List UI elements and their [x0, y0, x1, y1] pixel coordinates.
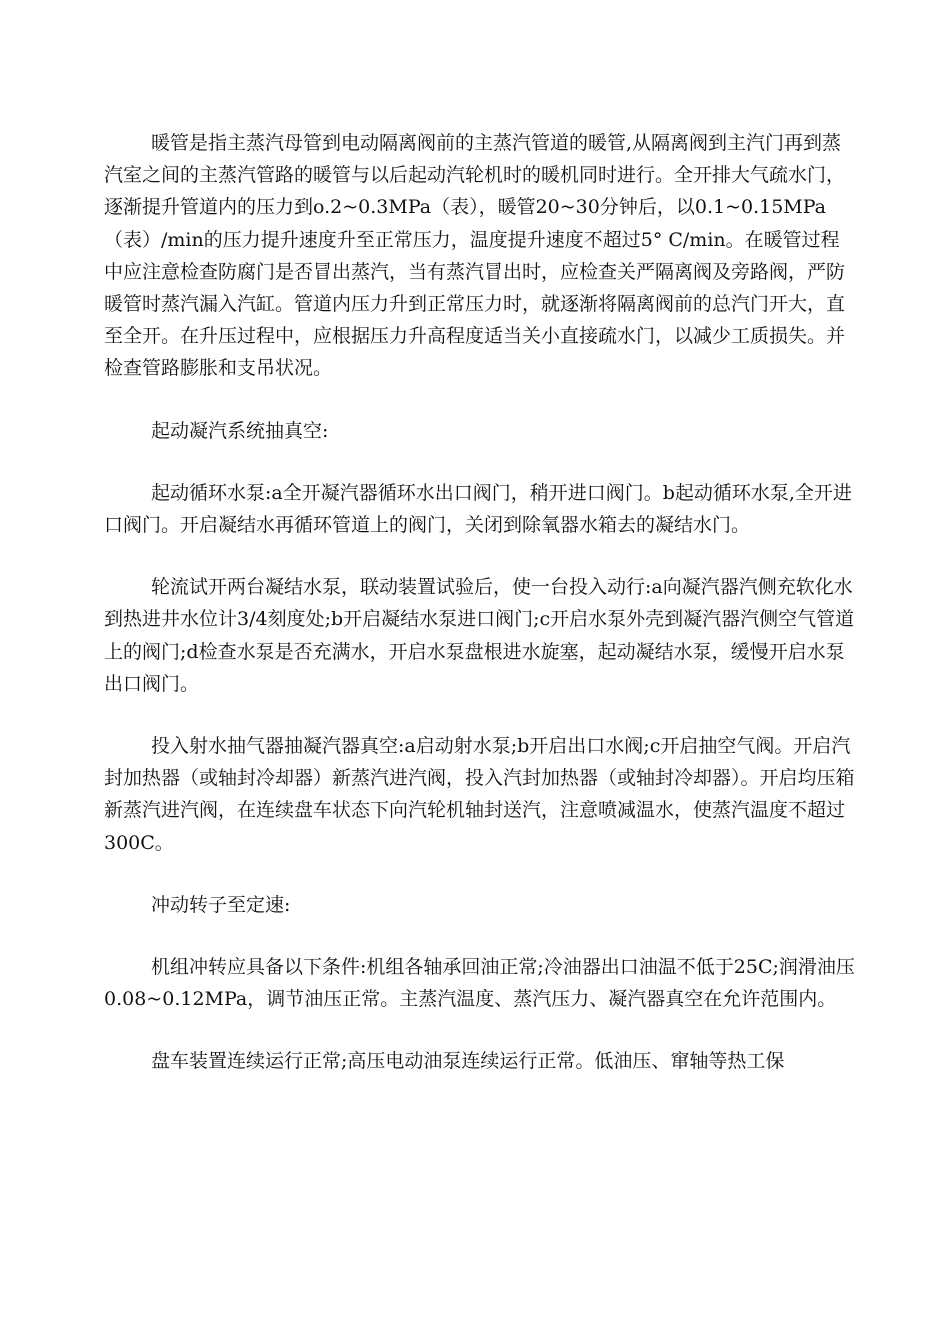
paragraph-startup-conditions: 机组冲转应具备以下条件:机组各轴承回油正常;冷油器出口油温不低于25C;润滑油压0.08~0.12MPa，调节油压正常。主蒸汽温度、蒸汽压力、凝汽器真空在允许范围内。 [104, 956, 855, 1011]
paragraph-spacer [104, 859, 856, 889]
paragraph-spacer [104, 1015, 856, 1045]
paragraph-turning-gear: 盘车装置连续运行正常;高压电动油泵连续运行正常。低油压、窜轴等热工保 [151, 1050, 785, 1073]
paragraph-ejector: 投入射水抽气器抽凝汽器真空:a启动射水泵;b开启出口水阀;c开启抽空气阀。开启汽封加热器（或轴封冷却器）新蒸汽进汽阀，投入汽封加热器（或轴封冷却器）。开启均压箱新蒸汽进汽阀，在连续盘车状态下向汽轮机轴封送汽，注意喷减温水，使蒸汽温度不超过300C。 [104, 735, 855, 854]
paragraph-spacer [104, 447, 856, 477]
paragraph-condensate-pump: 轮流试开两台凝结水泵，联动装置试验后，使一台投入动行:a向凝汽器汽侧充软化水到热进井水位计3/4刻度处;b开启凝结水泵进口阀门;c开启水泵外壳到凝汽器汽侧空气管道上的阀门;d检查水泵是否充满水，开启水泵盘根进水旋塞，起动凝结水泵，缓慢开启水泵出口阀门。 [104, 576, 855, 695]
paragraph-pipe-warming: 暖管是指主蒸汽母管到电动隔离阀前的主蒸汽管道的暖管,从隔离阀到主汽门再到蒸汽室之间的主蒸汽管路的暖管与以后起动汽轮机时的暖机同时进行。全开排大气疏水门，逐渐提升管道内的压力到o.2~0.3MPa（表），暖管20~30分钟后，以0.1~0.15MPa（表）/min的压力提升速度升至正常压力，温度提升速度不超过5° C/min。在暖管过程中应注意检查防腐门是否冒出蒸汽，当有蒸汽冒出时，应检查关严隔离阀及旁路阀，严防暖管时蒸汽漏入汽缸。管道内压力升到正常压力时，就逐渐将隔离阀前的总汽门开大，直至全开。在升压过程中，应根据压力升高程度适当关小直接疏水门，以减少工质损失。并检查管路膨胀和支吊状况。 [104, 132, 846, 380]
paragraph-spacer [104, 385, 856, 415]
section-heading-vacuum: 起动凝汽系统抽真空: [151, 419, 329, 442]
document-body [104, 127, 856, 1078]
paragraph-spacer [104, 921, 856, 951]
section-heading-rotor: 冲动转子至定速: [151, 893, 291, 916]
paragraph-spacer [104, 541, 856, 571]
paragraph-spacer [104, 700, 856, 730]
paragraph-circulating-pump: 起动循环水泵:a全开凝汽器循环水出口阀门，稍开进口阀门。b起动循环水泵,全开进口阀门。开启凝结水再循环管道上的阀门，关闭到除氧器水箱去的凝结水门。 [104, 481, 852, 537]
